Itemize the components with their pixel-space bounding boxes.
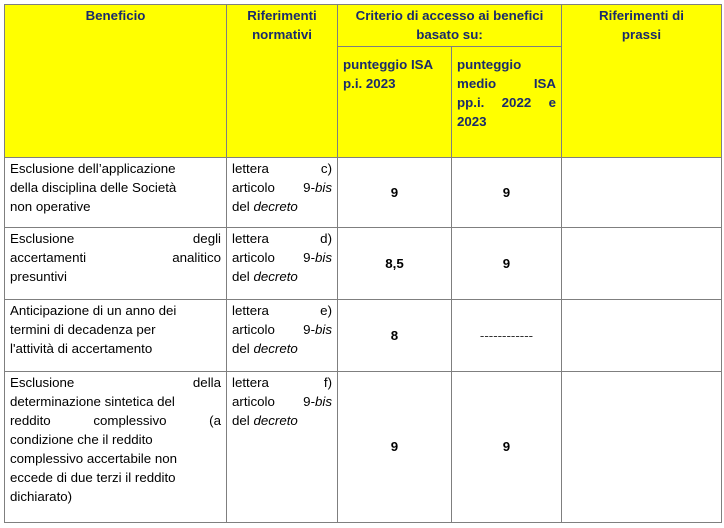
punteggio-medio-cell: ------------: [452, 300, 562, 372]
table-row: [5, 300, 722, 372]
riferimenti-normativi-cell: lettera e) articolo 9-bis del decreto: [227, 300, 338, 372]
beneficio-cell: Esclusione dell’applicazione della disciplina delle Società non operative: [5, 158, 227, 228]
header-beneficio: Beneficio: [5, 5, 227, 158]
punteggio-medio-cell: 9: [452, 158, 562, 228]
header-punteggio-isa-2023: punteggio ISA p.i. 2023: [338, 47, 452, 158]
punteggio-isa-cell: 9: [338, 158, 452, 228]
riferimenti-prassi-cell: [562, 372, 722, 523]
riferimenti-normativi-cell: lettera c) articolo 9-bis del decreto: [227, 158, 338, 228]
beneficio-cell: Esclusione della determinazione sintetica del reddito complessivo (a condizione che il reddito complessivo accertabile non eccede di due terzi il reddito dichiarato): [5, 372, 227, 523]
punteggio-isa-cell: 8: [338, 300, 452, 372]
header-criterio-accesso: Criterio di accesso ai benefici basato su:: [338, 5, 562, 47]
benefits-table: [4, 4, 722, 523]
riferimenti-prassi-cell: [562, 300, 722, 372]
table-row: [5, 372, 722, 523]
header-punteggio-medio-isa: punteggio medio ISA pp.i. 2022 e 2023: [452, 47, 562, 158]
punteggio-medio-cell: 9: [452, 228, 562, 300]
table-row: [5, 158, 722, 228]
riferimenti-prassi-cell: [562, 158, 722, 228]
punteggio-medio-cell: 9: [452, 372, 562, 523]
punteggio-isa-cell: 9: [338, 372, 452, 523]
beneficio-cell: Anticipazione di un anno dei termini di decadenza per l'attività di accertamento: [5, 300, 227, 372]
riferimenti-prassi-cell: [562, 228, 722, 300]
header-riferimenti-normativi: Riferimenti normativi: [227, 5, 338, 158]
table-row: [5, 228, 722, 300]
punteggio-isa-cell: 8,5: [338, 228, 452, 300]
riferimenti-normativi-cell: lettera d) articolo 9-bis del decreto: [227, 228, 338, 300]
riferimenti-normativi-cell: lettera f) articolo 9-bis del decreto: [227, 372, 338, 523]
beneficio-cell: Esclusione degli accertamenti analitico presuntivi: [5, 228, 227, 300]
header-riferimenti-prassi: Riferimenti di prassi: [562, 5, 722, 158]
